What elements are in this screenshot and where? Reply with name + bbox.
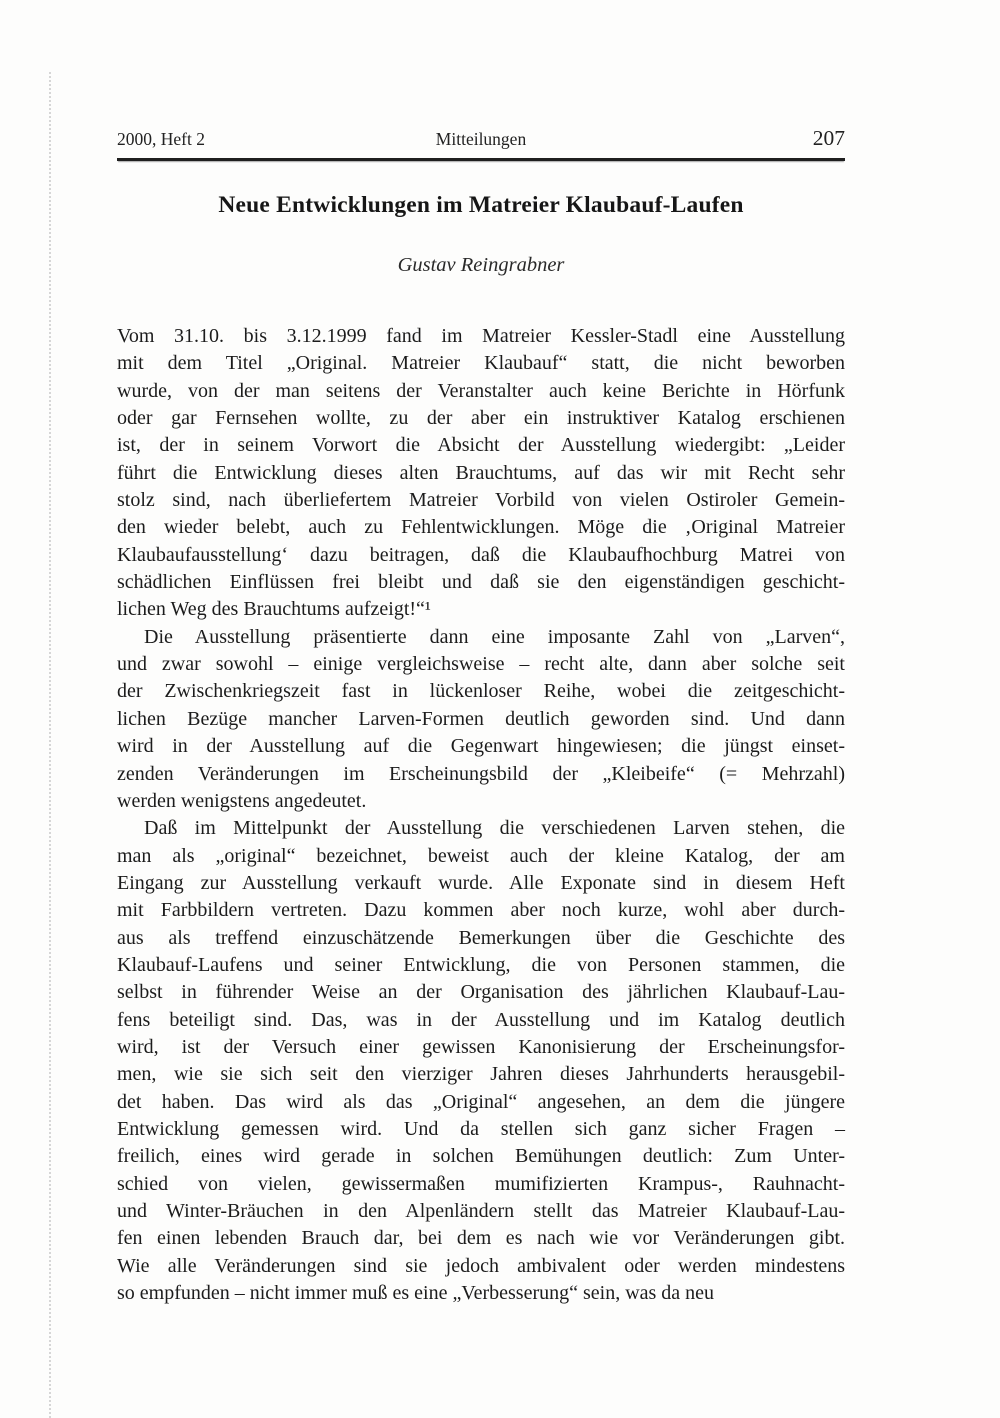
text-line: und Winter-Bräuchen in den Alpenländern stellt das Matreier Klaubauf-Lau- [117, 1200, 845, 1222]
text-line: der Zwischenkriegszeit fast in lückenloser Reihe, wobei die zeitgeschicht- [117, 680, 845, 703]
article-body [117, 323, 845, 1307]
article-author: Gustav Reingrabner [397, 254, 565, 276]
text-line: lichen Bezüge mancher Larven-Formen deutlich geworden sind. Und dann [117, 707, 845, 730]
text-line: Entwicklung gemessen wird. Und da stellen sich ganz sicher Fragen – [117, 1117, 845, 1140]
text-line: oder gar Fernsehen wollte, zu der aber ein instruktiver Katalog erschienen [117, 407, 845, 430]
text-line: fens beteiligt sind. Das, was in der Ausstellung und im Katalog deutlich [117, 1008, 845, 1031]
text-line: mit dem Titel „Original. Matreier Klaubauf“ statt, die nicht beworben [117, 352, 845, 375]
text-line: lichen Weg des Brauchtums aufzeigt!“¹ [117, 598, 431, 621]
text-line: und zwar sowohl – einige vergleichsweise – recht alte, dann aber solche seit [117, 653, 845, 676]
paragraph [117, 323, 845, 624]
paragraph [117, 815, 845, 1307]
header-rule [117, 158, 845, 161]
text-line: aus als treffend einzuschätzende Bemerkungen über die Geschichte des [117, 926, 845, 949]
journal-section-label: Mitteilungen [435, 129, 527, 149]
text-line: Eingang zur Ausstellung verkauft wurde. Alle Exponate sind in diesem Heft [117, 871, 845, 894]
text-line: den wieder belebt, auch zu Fehlentwicklungen. Möge die ‚Original Matreier [117, 516, 845, 539]
text-line: zenden Veränderungen im Erscheinungsbild der „Kleibeife“ (= Mehrzahl) [117, 762, 845, 785]
text-line: fen einen lebenden Brauch dar, bei dem es nach wie vor Veränderungen gibt. [117, 1227, 845, 1250]
text-line: Wie alle Veränderungen sind sie jedoch ambivalent oder werden mindestens [117, 1254, 845, 1277]
text-line: schied von vielen, gewissermaßen mumifizierten Krampus-, Rauhnacht- [117, 1172, 845, 1195]
text-line: freilich, eines wird gerade in solchen Bemühungen deutlich: Zum Unter- [117, 1145, 845, 1168]
text-line: Klaubauf-Laufens und seiner Entwicklung, die von Personen stammen, die [117, 953, 845, 976]
text-line: schädlichen Einflüssen frei bleibt und daß sie den eigenständigen geschicht- [117, 571, 845, 594]
text-line: wird in der Ausstellung auf die Gegenwart hingewiesen; die jüngst einset- [117, 735, 845, 758]
text-line: so empfunden – nicht immer muß es eine „Verbesserung“ sein, was da neu [117, 1282, 715, 1305]
text-line: mit Farbbildern vertreten. Dazu kommen aber noch kurze, wohl aber durch- [117, 899, 845, 922]
page-content [117, 127, 845, 1307]
text-line: man als „original“ bezeichnet, beweist auch der kleine Katalog, der am [117, 844, 845, 867]
text-line: Die Ausstellung präsentierte dann eine imposante Zahl von „Larven“, [144, 625, 845, 648]
text-line: selbst in führender Weise an der Organisation des jährlichen Klaubauf-Lau- [117, 981, 845, 1004]
text-line: Klaubaufausstellung‘ dazu beitragen, daß die Klaubaufhochburg Matrei von [117, 543, 845, 566]
article-title: Neue Entwicklungen im Matreier Klaubauf-Laufen [218, 192, 744, 218]
text-line: werden wenigstens angedeutet. [117, 789, 367, 812]
scan-edge-line [49, 72, 51, 1418]
text-line: ist, der in seinem Vorwort die Absicht der Ausstellung wiedergibt: „Leider [117, 434, 845, 457]
running-head [117, 127, 845, 150]
text-line: führt die Entwicklung dieses alten Brauchtums, auf das wir mit Recht sehr [117, 461, 845, 484]
page-number: 207 [812, 126, 846, 150]
text-line: wird, ist der Versuch einer gewissen Kanonisierung der Erscheinungsfor- [117, 1035, 845, 1058]
journal-issue-label: 2000, Heft 2 [117, 129, 205, 149]
text-line: Daß im Mittelpunkt der Ausstellung die verschiedenen Larven stehen, die [144, 817, 845, 840]
text-line: Vom 31.10. bis 3.12.1999 fand im Matreier Kessler-Stadl eine Ausstellung [117, 325, 845, 347]
text-line: stolz sind, nach überliefertem Matreier Vorbild von vielen Ostiroler Gemein- [117, 489, 845, 512]
text-line: det haben. Das wird als das „Original“ angesehen, an dem die jüngere [117, 1090, 845, 1113]
paragraph [117, 624, 845, 815]
text-line: wurde, von der man seitens der Veranstalter auch keine Berichte in Hörfunk [117, 379, 845, 402]
text-line: men, wie sie sich seit den vierziger Jahren dieses Jahrhunderts herausgebil- [117, 1063, 845, 1086]
